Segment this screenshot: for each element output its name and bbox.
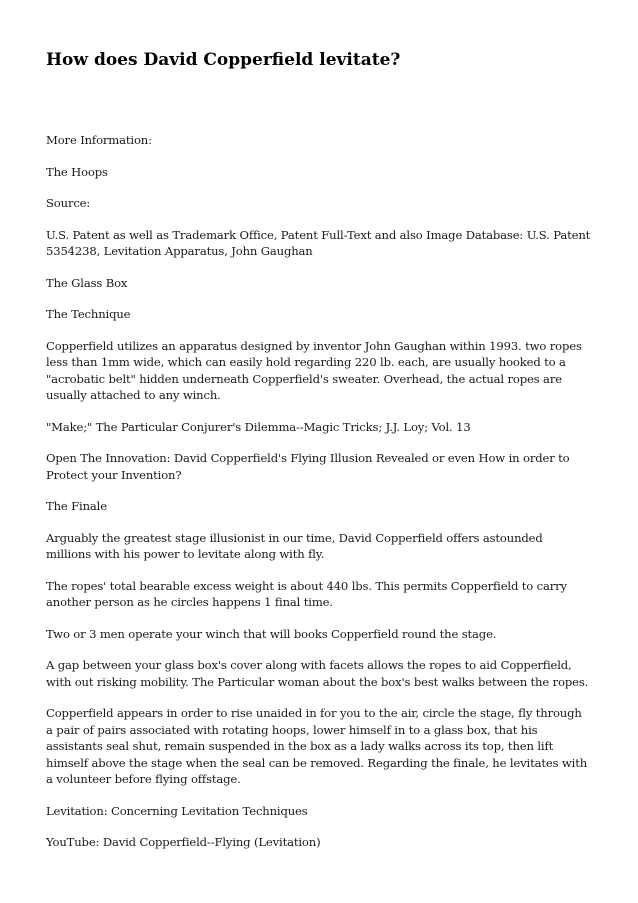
paragraph-performance-description: Copperfield appears in order to rise unaided in for you to the air, circle the stage, fly through a pair of pairs associated with rotating hoops, lower himself in to a glass box, that his assistants seal shut, remain suspended in the box as a lady walks across its top, then lift himself above the stage when the seal can be removed. Regarding the finale, he levitates with a volunteer before flying offstage.: [46, 706, 588, 786]
paragraph-glass-box-gap: A gap between your glass box's cover along with facets allows the ropes to aid Copperfield, with out risking mobility. The Particular woman about the box's best walks between the ropes.: [46, 658, 589, 689]
paragraph-open-innovation: Open The Innovation: David Copperfield's Flying Illusion Revealed or even How in order to Protect your Invention?: [46, 451, 570, 482]
paragraph-technique: The Technique: [46, 307, 131, 321]
paragraph-glass-box: The Glass Box: [46, 275, 128, 290]
paragraph-the-hoops: The Hoops: [46, 164, 108, 179]
paragraph-more-information: More Information:: [46, 133, 152, 147]
paragraph-make-reference: "Make;" The Particular Conjurer's Dilemma--Magic Tricks; J.J. Loy; Vol. 13: [46, 419, 471, 434]
paragraph-levitation-techniques: Levitation: Concerning Levitation Techniques: [46, 803, 308, 818]
document-content: [46, 48, 591, 866]
paragraph-youtube-reference: YouTube: David Copperfield--Flying (Levitation): [46, 835, 321, 849]
paragraph-apparatus: Copperfield utilizes an apparatus designed by inventor John Gaughan within 1993. two ropes less than 1mm wide, which can easily hold regarding 220 lb. each, are usually hooked to a "acrobatic belt" hidden underneath Copperfield's sweater. Overhead, the actual ropes are usually attached to any winch.: [46, 338, 582, 402]
document-body: [46, 132, 591, 851]
paragraph-the-finale: The Finale: [46, 499, 107, 513]
paragraph-winch-operators: Two or 3 men operate your winch that will books Copperfield round the stage.: [46, 626, 497, 641]
document-title: How does David Copperfield levitate?: [46, 50, 401, 70]
paragraph-greatest-illusionist: Arguably the greatest stage illusionist in our time, David Copperfield offers astounded millions with his power to levitate along with fly.: [46, 530, 543, 561]
paragraph-source: Source:: [46, 196, 91, 210]
paragraph-ropes-weight: The ropes' total bearable excess weight is about 440 lbs. This permits Copperfield to carry another person as he circles happens 1 final time.: [46, 578, 567, 609]
paragraph-patent-reference: U.S. Patent as well as Trademark Office, Patent Full-Text and also Image Database: U.S. Patent 5354238, Levitation Apparatus, John Gaughan: [46, 227, 591, 258]
